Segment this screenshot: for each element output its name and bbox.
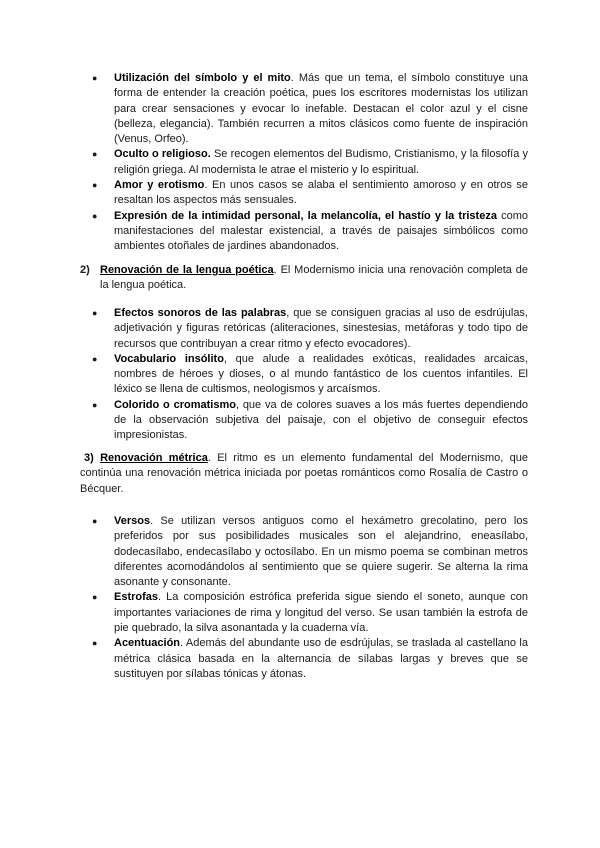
list-item (92, 636, 528, 682)
item-term: Acentuación (114, 637, 181, 650)
item-text: , que va de colores suaves a los más fuertes dependiendo de la observación subjetiva del paisaje, con el objetivo de conseguir efectos impresionistas. (114, 398, 528, 442)
item-text: , que alude a realidades exóticas, realidades arcaicas, nombres de héroes y dioses, o al mundo fantástico de los cuentos infantiles. El léxico se llena de cultismos, neologismos y arcaísmos. (114, 352, 528, 396)
section-3 (80, 451, 528, 497)
section-heading: Renovación métrica (100, 452, 208, 464)
section-text: . El Modernismo inicia una renovación completa de la lengua poética. (100, 264, 528, 292)
section-number: 3) (84, 452, 94, 464)
item-term: Vocabulario insólito (114, 352, 224, 365)
list-metrica (92, 514, 528, 682)
list-item (92, 306, 528, 352)
bullet-icon: ● (92, 308, 98, 318)
item-text: Se recogen elementos del Budismo, Cristianismo, y la filosofía y religión griega. Al modernista le atrae el misterio y lo espiritual. (114, 148, 529, 176)
bullet-icon: ● (92, 149, 98, 160)
list-item (92, 514, 528, 590)
item-text: como manifestaciones del malestar existencial, a través de paisajes simbólicos como ambientes otoñales de jardines abandonados. (114, 209, 528, 253)
list-item (92, 209, 528, 255)
list-lengua (92, 306, 528, 444)
bullet-icon: ● (92, 210, 98, 221)
list-item (92, 590, 528, 636)
bullet-icon: ● (92, 638, 98, 649)
item-term: Utilización del símbolo y el mito (114, 72, 291, 84)
section-number: 2) (80, 264, 90, 276)
list-item (92, 398, 528, 444)
item-term: Amor y erotismo (114, 179, 205, 192)
item-term: Colorido o cromatismo (114, 398, 236, 411)
list-temas (92, 71, 529, 255)
bullet-icon: ● (92, 516, 98, 526)
bullet-icon: ● (92, 180, 98, 191)
bullet-icon: ● (92, 353, 98, 364)
item-text: . La composición estrófica preferida sigue siendo el soneto, aunque con importantes variaciones de rima y longitud del verso. Se usan también la estrofa de pie quebrado, la silva asonantada y la cuaderna vía. (114, 591, 528, 635)
item-text: . En unos casos se alaba el sentimiento amoroso y en otros se resaltan los aspectos más sensuales. (114, 179, 528, 207)
item-term: Oculto o religioso. (114, 148, 211, 161)
item-term: Efectos sonoros de las palabras (114, 307, 287, 319)
bullet-icon: ● (92, 73, 98, 83)
item-text: , que se consiguen gracias al uso de esdrújulas, adjetivación y figuras retóricas (aliteraciones, sinestesias, metáforas y todo tipo de recursos que contribuyan a crear ritmo y efecto evocadores). (114, 307, 528, 350)
section-2 (80, 263, 528, 294)
list-item (92, 352, 528, 398)
bullet-icon: ● (92, 592, 98, 603)
list-item (92, 178, 528, 209)
item-term: Versos (114, 515, 151, 527)
item-text: . Se utilizan versos antiguos como el hexámetro grecolatino, pero los preferidos por sus posibilidades musicales son el alejandrino, eneasílabo, dodecasílabo, endecasílabo y octosílabo. En un mismo poema se combinan metros diferentes acomodándolos al sentimiento que se quiere sugerir. Se alterna la rima asonante y consonante. (114, 515, 528, 589)
item-term: Estrofas (114, 591, 159, 604)
section-text: . El ritmo es un elemento fundamental del Modernismo, que continúa una renovación métrica iniciada por poetas románticos como Rosalía de Castro o Bécquer. (80, 452, 528, 495)
list-item (92, 71, 528, 147)
list-item (92, 147, 529, 178)
item-term: Expresión de la intimidad personal, la melancolía, el hastío y la tristeza (114, 209, 497, 222)
section-heading: Renovación de la lengua poética (100, 264, 274, 276)
item-text: . Además del abundante uso de esdrújulas, se traslada al castellano la métrica clásica basada en la alternancia de sílabas largas y breves que se sustituyen por sílabas tónicas y átonas. (114, 637, 528, 680)
bullet-icon: ● (92, 399, 98, 410)
item-text: . Más que un tema, el símbolo constituye una forma de entender la creación poética, pues los escritores modernistas los utilizan para crear sensaciones y evocar lo inefable. Destacan el color azul y el cisne (belleza, elegancia). También recurren a mitos clásicos como fuente de inspiración (Venus, Orfeo). (114, 72, 528, 146)
